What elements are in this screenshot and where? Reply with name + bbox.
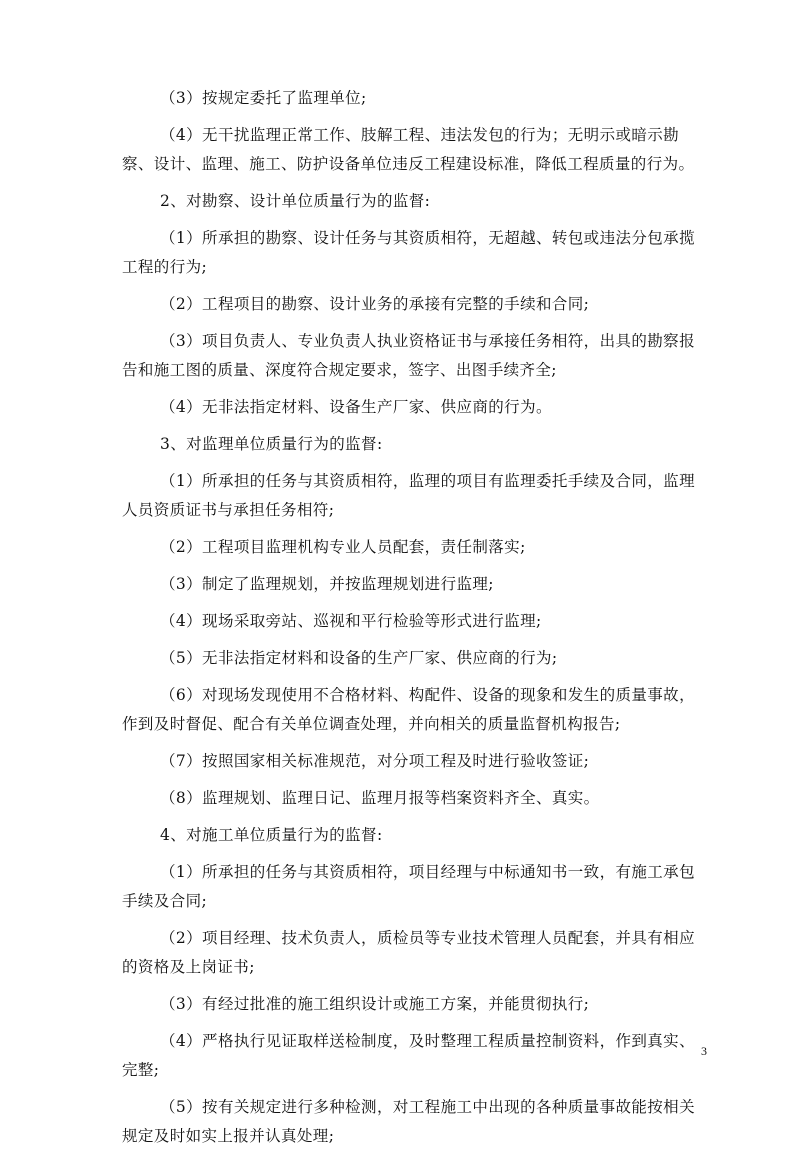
paragraph: （8）监理规划、监理日记、监理月报等档案资料齐全、真实。 xyxy=(160,789,600,807)
paragraph: （5）按有关规定进行多种检测，对工程施工中出现的各种质量事故能按相关规定及时如实上报并认真处理; xyxy=(122,1098,695,1145)
paragraph: （3）制定了监理规划，并按监理规划进行监理; xyxy=(160,575,494,593)
paragraph: （4）现场采取旁站、巡视和平行检验等形式进行监理; xyxy=(160,612,542,630)
paragraph: （1）所承担的任务与其资质相符，监理的项目有监理委托手续及合同，监理人员资质证书与承担任务相符; xyxy=(122,472,695,519)
paragraph: （2）工程项目监理机构专业人员配套，责任制落实; xyxy=(160,538,526,556)
paragraph: （4）无干扰监理正常工作、肢解工程、违法发包的行为；无明示或暗示勘察、设计、监理、施工、防护设备单位违反工程建设标准，降低工程质量的行为。 xyxy=(122,126,695,173)
paragraph: （6）对现场发现使用不合格材料、构配件、设备的现象和发生的质量事故，作到及时督促、配合有关单位调查处理，并向相关的质量监督机构报告; xyxy=(122,686,695,733)
paragraph: （3）有经过批准的施工组织设计或施工方案，并能贯彻执行; xyxy=(160,995,590,1013)
paragraph: （5）无非法指定材料和设备的生产厂家、供应商的行为; xyxy=(160,649,558,667)
paragraph: （7）按照国家相关标准规范，对分项工程及时进行验收签证; xyxy=(160,752,590,770)
section-heading: 2、对勘察、设计单位质量行为的监督: xyxy=(160,192,431,210)
page-number: 3 xyxy=(701,1044,707,1058)
paragraph: （4）无非法指定材料、设备生产厂家、供应商的行为。 xyxy=(160,398,552,416)
paragraph: （2）项目经理、技术负责人，质检员等专业技术管理人员配套，并具有相应的资格及上岗证书; xyxy=(122,929,695,976)
paragraph: （1）所承担的勘察、设计任务与其资质相符，无超越、转包或违法分包承揽工程的行为; xyxy=(122,229,695,276)
section-heading: 4、对施工单位质量行为的监督: xyxy=(160,826,383,844)
section-heading: 3、对监理单位质量行为的监督: xyxy=(160,435,383,453)
paragraph: （4）严格执行见证取样送检制度，及时整理工程质量控制资料，作到真实、完整; xyxy=(122,1032,695,1079)
paragraph: （3）按规定委托了监理单位; xyxy=(160,89,367,107)
document-body xyxy=(0,84,793,1159)
paragraph: （1）所承担的任务与其资质相符，项目经理与中标通知书一致，有施工承包手续及合同; xyxy=(122,863,695,910)
paragraph: （3）项目负责人、专业负责人执业资格证书与承接任务相符，出具的勘察报告和施工图的质量、深度符合规定要求，签字、出图手续齐全; xyxy=(122,332,695,379)
paragraph: （2）工程项目的勘察、设计业务的承接有完整的手续和合同; xyxy=(160,295,590,313)
